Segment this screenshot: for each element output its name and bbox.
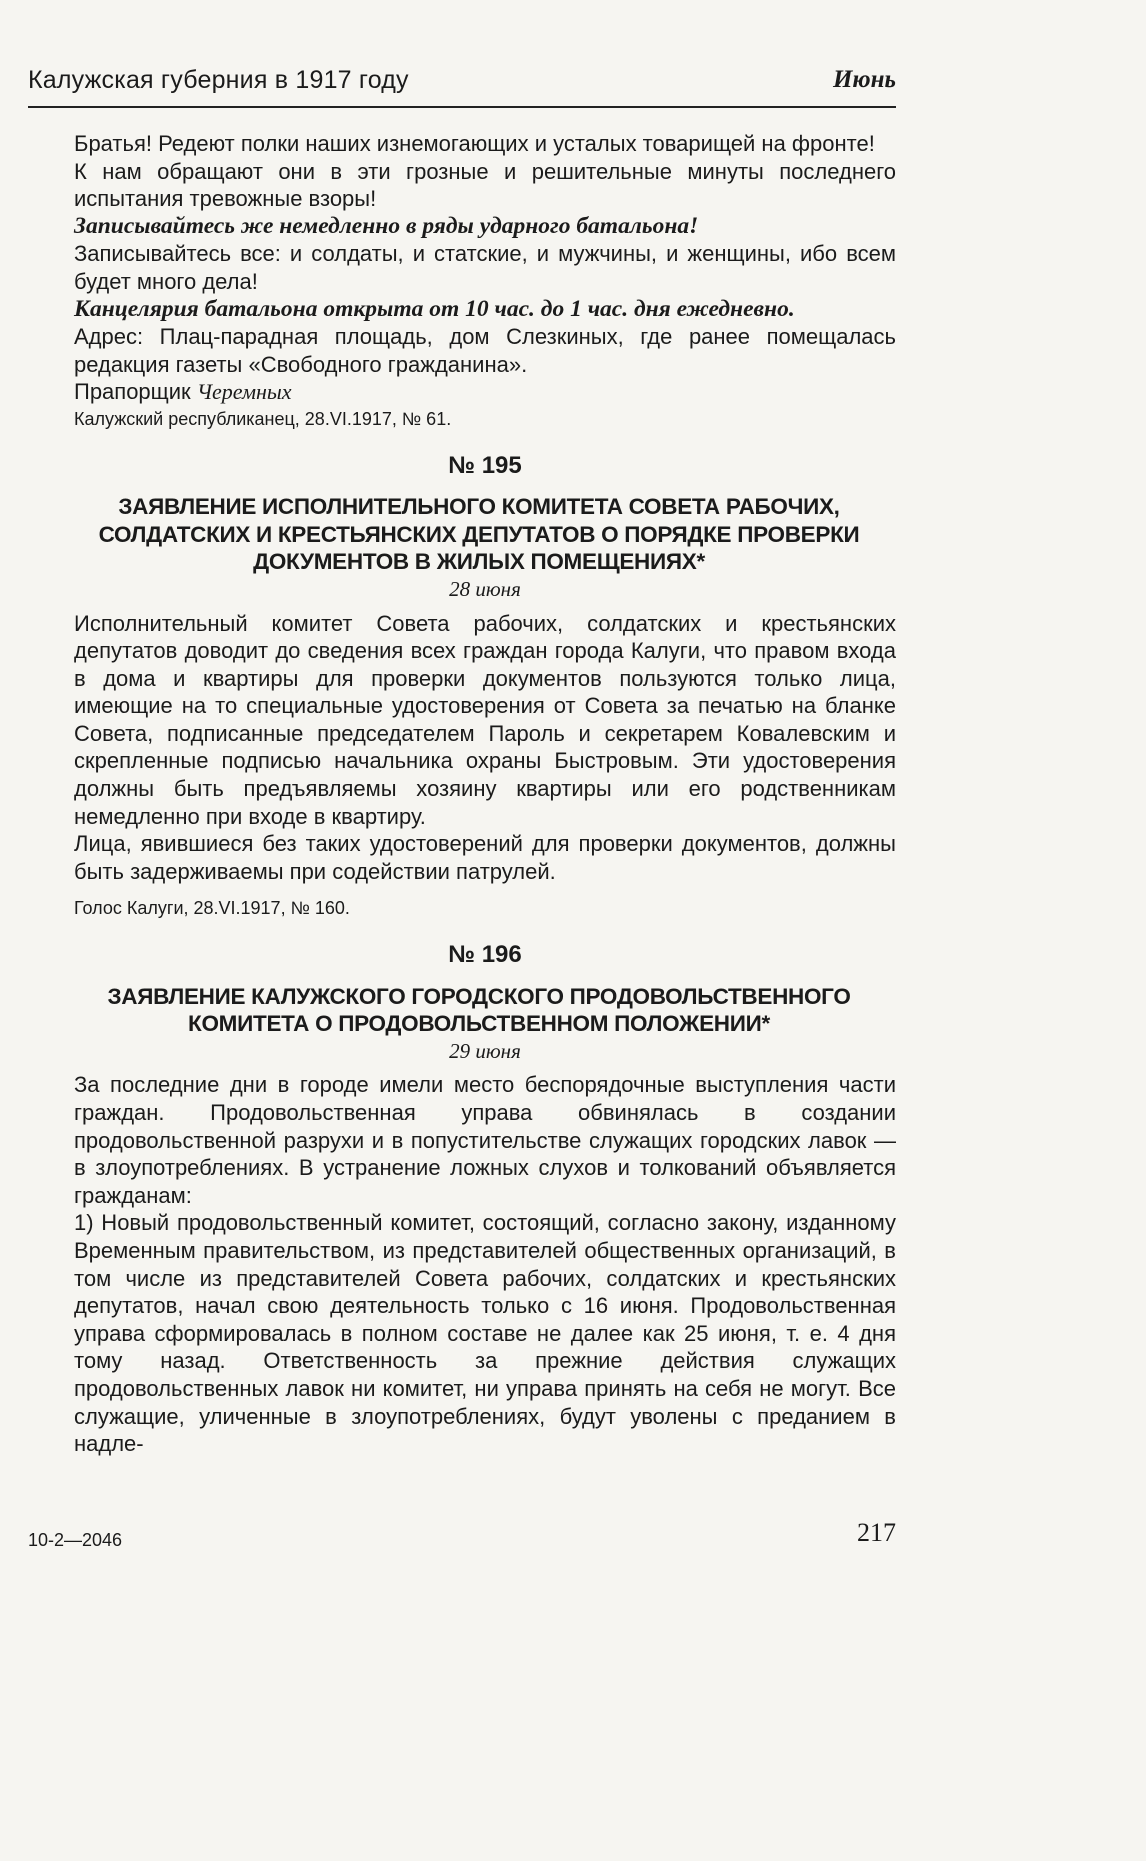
running-header	[28, 66, 896, 106]
running-header-title: Калужская губерния в 1917 году	[28, 66, 409, 94]
source-citation: Голос Калуги, 28.VI.1917, № 160.	[74, 898, 350, 919]
italic-office-hours: Канцелярия батальона открыта от 10 час. до 1 час. дня ежедневно.	[74, 295, 795, 322]
running-header-month: Июнь	[832, 66, 896, 93]
paragraph: 1) Новый продовольственный комитет, состоящий, согласно закону, изданному Временным правительством, из представителей общественных организаций, в том числе из представителей Совета рабочих, солдатских и крестьянских депутатов, начал свою деятельность только с 16 июня. Продовольственная управа сформировалась в полном составе не далее как 25 июня, т. е. 4 дня тому назад. Ответственность за прежние действия служащих продовольственных лавок ни комитет, ни управа принять на себя не могут. Все служащие, уличенные в злоупотреблениях, будут уволены с преданием в надле-	[74, 1210, 896, 1457]
paragraph: Исполнительный комитет Совета рабочих, солдатских и крестьянских депутатов доводит до сведения всех граждан города Калуги, что правом входа в дома и квартиры для проверки документов пользуются только лица, имеющие на то специальные удостоверения от Совета за печатью на бланке Совета, подписанные председателем Пароль и секретарем Ковалевским и скрепленные подписью начальника охраны Быстровым. Эти удостоверения должны быть предъявляемы хозяину квартиры или его родственникам немедленно при входе в квартиру.	[74, 610, 896, 829]
page-content	[74, 130, 896, 1458]
document-date: 29 июня	[449, 1038, 521, 1063]
signature-rank: Прапорщик	[74, 379, 191, 405]
paragraph: За последние дни в городе имели место беспорядочные выступления части граждан. Продовольственная управа обвинялась в создании продовольственной разрухи и в попустительстве служащих городских лавок — в злоупотреблениях. В устранение ложных слухов и толкований объявляется гражданам:	[74, 1072, 896, 1208]
doc195	[74, 452, 896, 924]
paragraph: Записывайтесь все: и солдаты, и статские, и мужчины, и женщины, ибо всем будет много дела!	[74, 241, 896, 294]
document-date: 28 июня	[449, 576, 521, 601]
paragraph: К нам обращают они в эти грозные и решительные минуты последнего испытания тревожные взоры!	[74, 158, 896, 212]
page-number: 217	[857, 1518, 896, 1547]
document-title: ЗАЯВЛЕНИЕ ИСПОЛНИТЕЛЬНОГО КОМИТЕТА СОВЕТА РАБОЧИХ, СОЛДАТСКИХ И КРЕСТЬЯНСКИХ ДЕПУТАТОВ О ПОРЯДКЕ ПРОВЕРКИ ДОКУМЕНТОВ В ЖИЛЫХ ПОМЕЩЕНИЯХ*	[98, 494, 860, 575]
paragraph: Братья! Редеют полки наших изнемогающих и усталых товарищей на фронте!	[74, 131, 875, 156]
document-title: ЗАЯВЛЕНИЕ КАЛУЖСКОГО ГОРОДСКОГО ПРОДОВОЛЬСТВЕННОГО КОМИТЕТА О ПРОДОВОЛЬСТВЕННОМ ПОЛОЖЕНИИ*	[107, 983, 851, 1037]
document-number: № 196	[448, 941, 522, 969]
doc194-tail	[74, 130, 896, 434]
document-number: № 195	[448, 451, 522, 479]
header-rule	[28, 106, 896, 108]
source-citation: Калужский республиканец, 28.VI.1917, № 61.	[74, 408, 452, 429]
paragraph: Лица, явившиеся без таких удостоверений для проверки документов, должны быть задерживаемы при содействии патрулей.	[74, 831, 896, 884]
doc196	[74, 941, 896, 1458]
signature-mark: 10-2—2046	[28, 1530, 123, 1550]
signature	[74, 378, 896, 406]
signature-name: Черемных	[196, 379, 292, 405]
italic-appeal: Записывайтесь же немедленно в ряды ударного батальона!	[74, 212, 699, 239]
paragraph: Адрес: Плац-парадная площадь, дом Слезкиных, где ранее помещалась редакция газеты «Свободного гражданина».	[74, 324, 896, 377]
